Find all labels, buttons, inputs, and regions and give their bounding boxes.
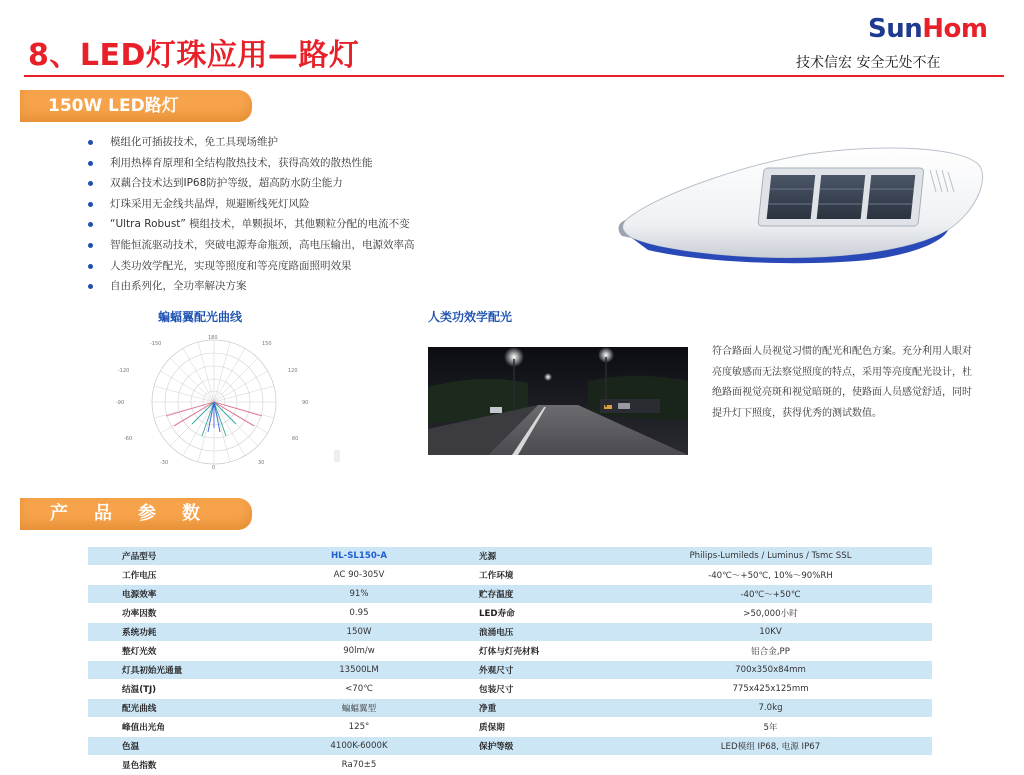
polar-label: 30 (258, 460, 265, 466)
spec-value: 150W (259, 623, 459, 642)
spec-key: 灯具初始光通量 (88, 661, 259, 680)
spec-value: 10KV (609, 623, 932, 642)
polar-label: 90 (302, 400, 309, 406)
logo-text-part2: Hom (922, 14, 988, 44)
table-row (88, 604, 932, 623)
spec-value: Ra70±5 (259, 756, 459, 775)
spec-value: -40℃～+50℃ (609, 585, 932, 604)
logo-text-part1: Sun (868, 14, 923, 44)
feature-item: 智能恒流驱动技术，突破电源寿命瓶颈，高电压输出，电源效率高 (88, 235, 415, 256)
spec-value: 0.95 (259, 604, 459, 623)
feature-item: 双藕合技术达到IP68防护等级，超高防水防尘能力 (88, 173, 415, 194)
spec-key: LED寿命 (459, 604, 609, 623)
spec-key: 峰值出光角 (88, 718, 259, 737)
spec-key: 结温(TJ) (88, 680, 259, 699)
feature-item: 人类功效学配光，实现等照度和等亮度路面照明效果 (88, 256, 415, 277)
polar-distribution-diagram (108, 332, 348, 470)
table-row (88, 623, 932, 642)
table-row (88, 661, 932, 680)
spec-value: 4100K-6000K (259, 737, 459, 756)
spec-key: 灯体与灯壳材料 (459, 642, 609, 661)
spec-value: Philips-Lumileds / Luminus / Tsmc SSL (609, 547, 932, 566)
spec-key: 配光曲线 (88, 699, 259, 718)
spec-value: 700x350x84mm (609, 661, 932, 680)
spec-value (609, 756, 932, 775)
polar-label: -60 (124, 436, 133, 442)
table-row (88, 547, 932, 566)
table-row (88, 585, 932, 604)
spec-value: -40℃～+50℃, 10%～90%RH (609, 566, 932, 585)
spec-value: 90lm/w (259, 642, 459, 661)
optics-description: 符合路面人员视觉习惯的配光和配色方案。充分利用人眼对亮度敏感而无法察觉照度的特点，采用等亮度配光设计，杜绝路面视觉亮斑和视觉暗斑的，使路面人员感觉舒适，同时提升灯下照度，获得优秀的测试数值。 (712, 346, 972, 419)
spec-key: 色温 (88, 737, 259, 756)
ergonomic-title: 人类功效学配光 (428, 310, 513, 324)
table-row (88, 642, 932, 661)
spec-key: 整灯光效 (88, 642, 259, 661)
polar-label: 180 (208, 335, 218, 341)
spec-key: 净重 (459, 699, 609, 718)
table-row (88, 737, 932, 756)
spec-value: >50,000小时 (609, 604, 932, 623)
slogan: 技术信宏 安全无处不在 (796, 55, 941, 71)
spec-key: 光源 (459, 547, 609, 566)
polar-label: 60 (292, 436, 299, 442)
section-tag-parameters: 产品参数 (20, 498, 252, 530)
polar-label: -90 (116, 400, 125, 406)
feature-list (88, 132, 415, 297)
spec-key: 功率因数 (88, 604, 259, 623)
spec-value: 7.0kg (609, 699, 932, 718)
table-row (88, 699, 932, 718)
feature-item: 利用热棒育原理和全结构散热技术，获得高效的散热性能 (88, 153, 415, 174)
street-lamp-image (618, 140, 986, 270)
table-row (88, 756, 932, 775)
spec-key (459, 756, 609, 775)
spec-value: LED模组 IP68, 电源 IP67 (609, 737, 932, 756)
feature-item: 模组化可插拔技术，免工具现场维护 (88, 132, 415, 153)
brand-logo (868, 14, 987, 44)
spec-value: 5年 (609, 718, 932, 737)
spec-value: 775x425x125mm (609, 680, 932, 699)
spec-value: 125° (259, 718, 459, 737)
spec-key: 工作环境 (459, 566, 609, 585)
polar-label: 120 (288, 368, 298, 374)
polar-label: 0 (212, 465, 216, 470)
spec-value: HL-SL150-A (259, 547, 459, 566)
feature-item: 自由系列化，全功率解决方案 (88, 276, 415, 297)
spec-value: <70℃ (259, 680, 459, 699)
spec-key: 显色指数 (88, 756, 259, 775)
polar-label: -30 (160, 460, 169, 466)
spec-value: AC 90-305V (259, 566, 459, 585)
spec-value: 91% (259, 585, 459, 604)
spec-key: 系统功耗 (88, 623, 259, 642)
spec-value: 蝙蝠翼型 (259, 699, 459, 718)
polar-label: -150 (150, 341, 162, 347)
spec-key: 外观尺寸 (459, 661, 609, 680)
table-row (88, 566, 932, 585)
spec-key: 质保期 (459, 718, 609, 737)
spec-key: 工作电压 (88, 566, 259, 585)
header-divider (24, 75, 1004, 77)
spec-value: 铝合金,PP (609, 642, 932, 661)
page-title: 8、LED灯珠应用—路灯 (28, 38, 360, 73)
spec-key: 产品型号 (88, 547, 259, 566)
polar-label: -120 (118, 368, 130, 374)
section-tag-product: 150W LED路灯 (20, 90, 252, 122)
feature-item: “Ultra Robust” 模组技术，单颗损坏，其他颗粒分配的电流不变 (88, 214, 415, 235)
spec-key: 浪涌电压 (459, 623, 609, 642)
feature-item: 灯珠采用无金线共晶焊，规避断线死灯风险 (88, 194, 415, 215)
curve-title: 蝙蝠翼配光曲线 (158, 310, 243, 324)
table-row (88, 680, 932, 699)
spec-key: 电源效率 (88, 585, 259, 604)
polar-label: 150 (262, 341, 272, 347)
spec-table (88, 547, 932, 775)
spec-key: 贮存温度 (459, 585, 609, 604)
spec-key: 保护等级 (459, 737, 609, 756)
night-street-photo (428, 347, 688, 455)
spec-key: 包装尺寸 (459, 680, 609, 699)
spec-value: 13500LM (259, 661, 459, 680)
table-row (88, 718, 932, 737)
